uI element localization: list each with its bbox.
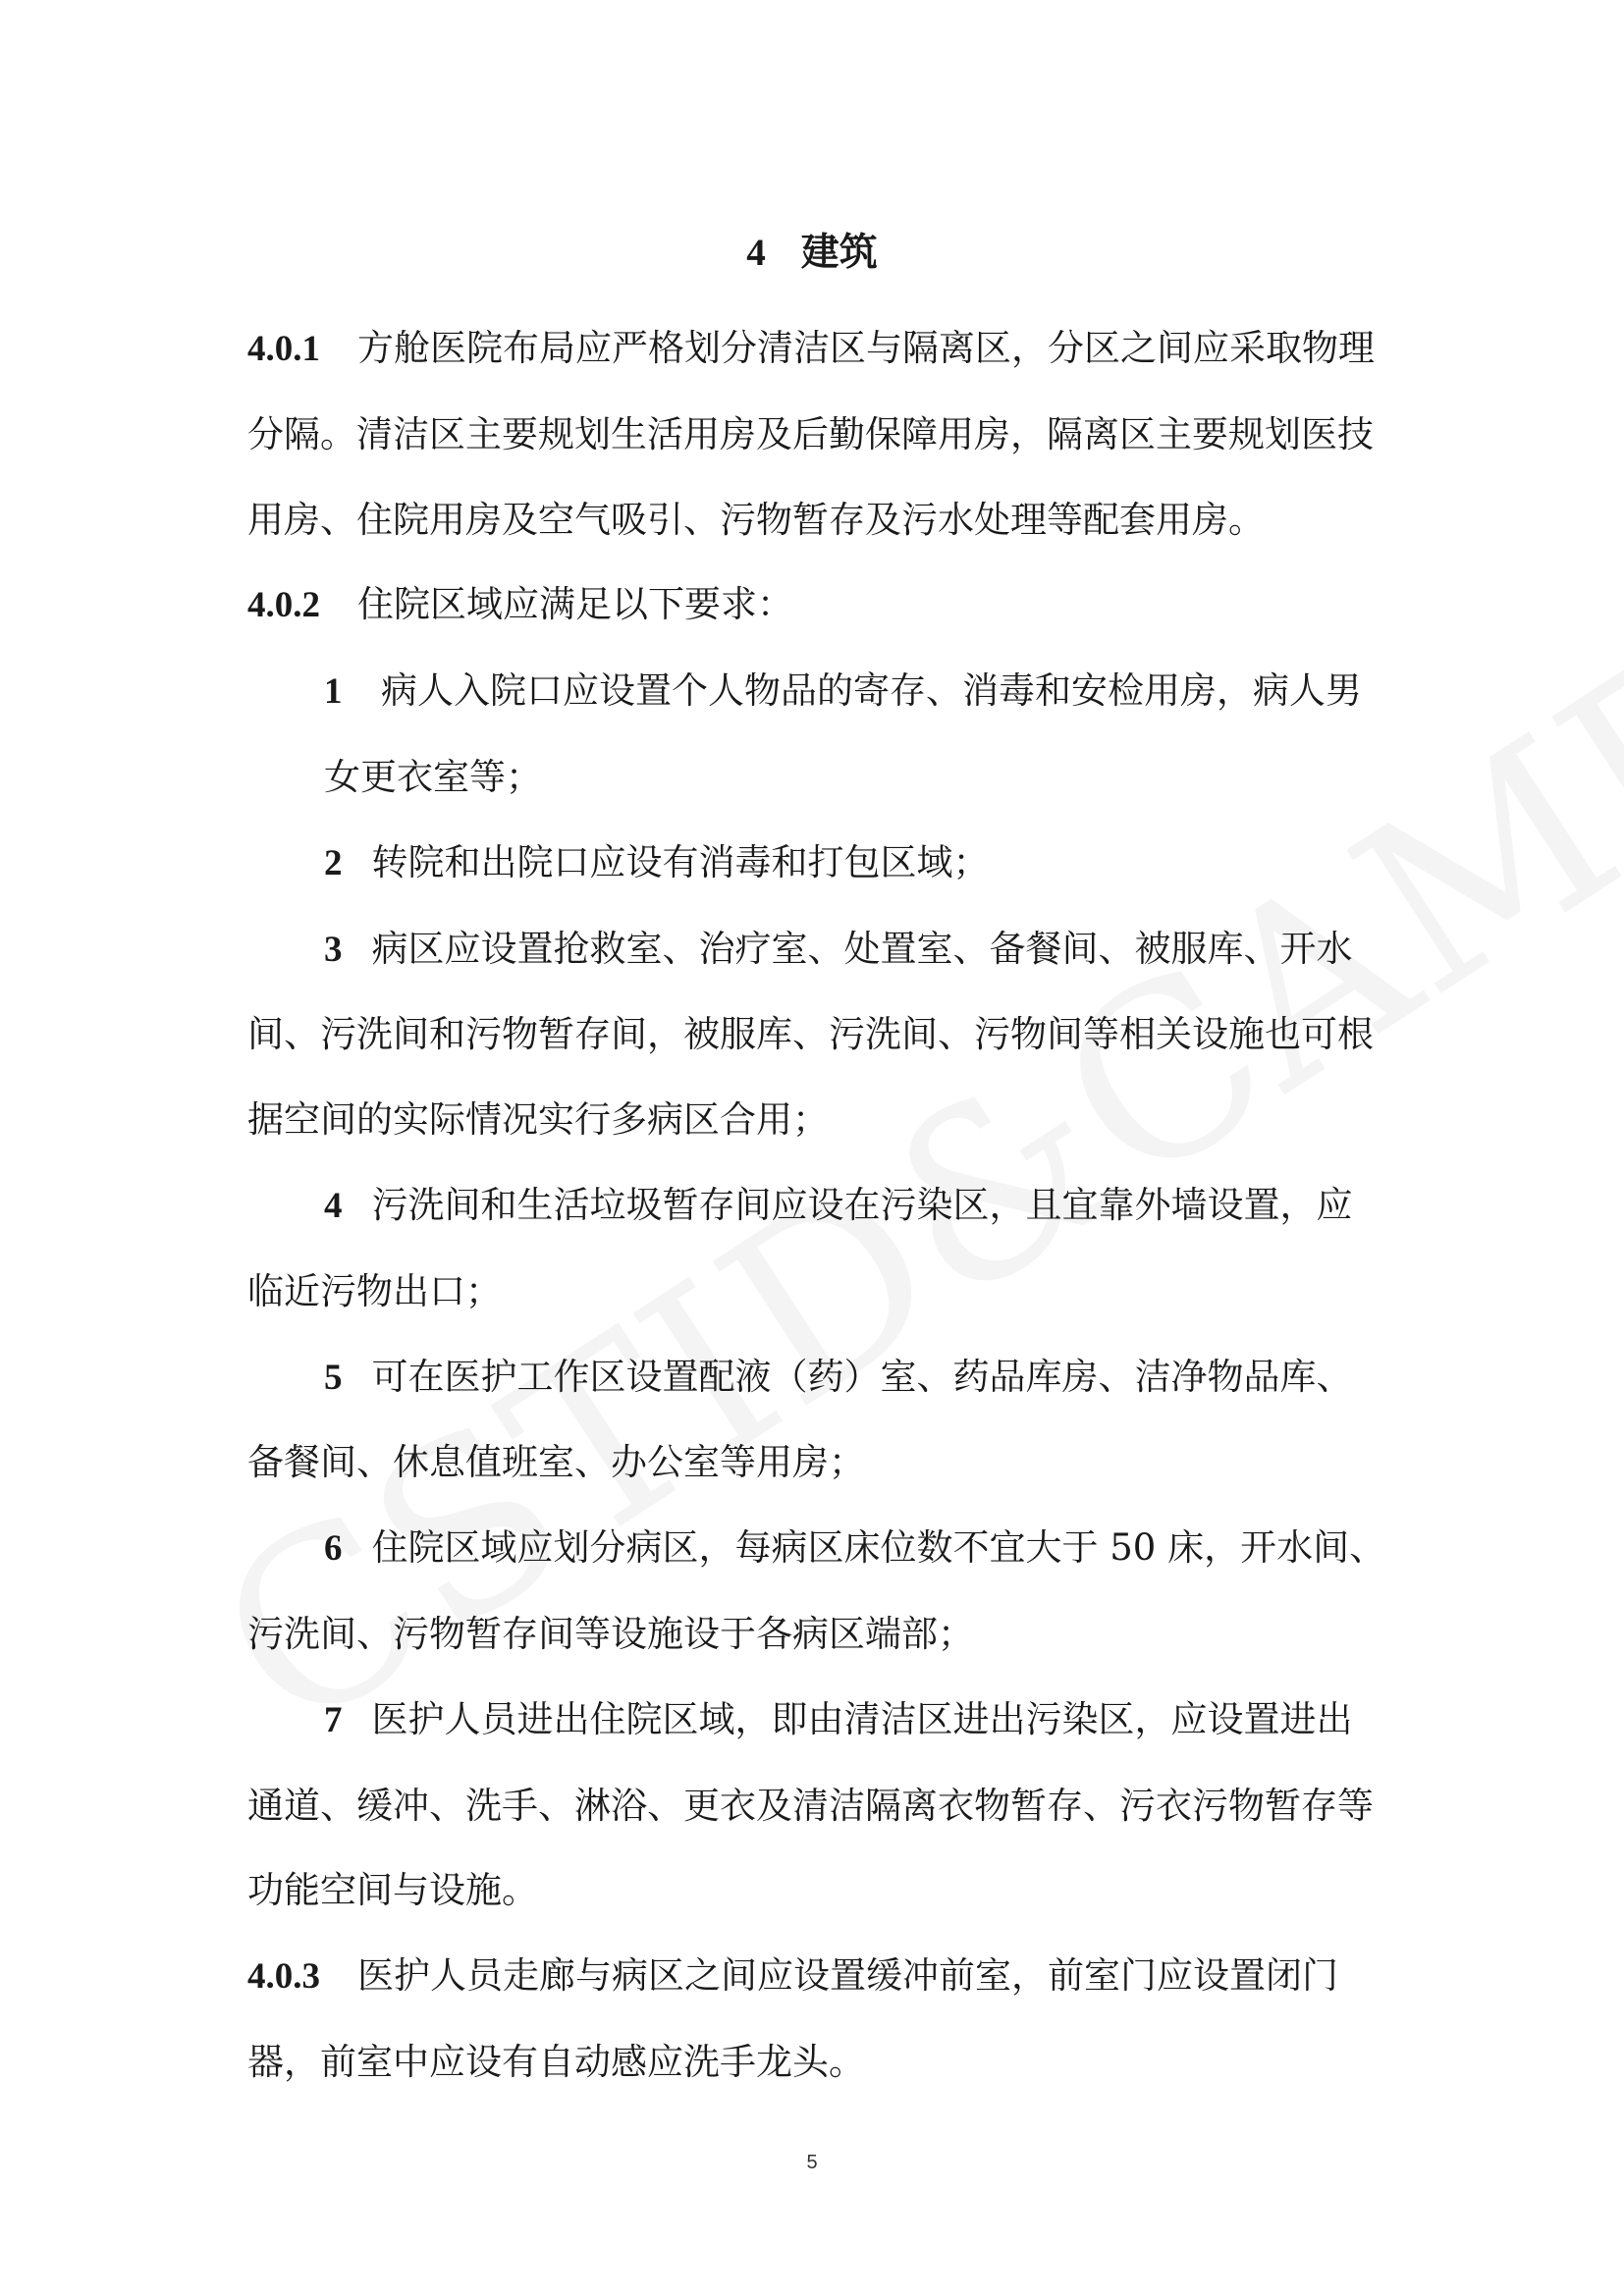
item-number: 5 [324, 1357, 343, 1398]
list-item-1 [247, 649, 1386, 821]
item-number: 1 [324, 671, 343, 713]
document-body [247, 306, 1386, 2106]
item-text: 住院区域应划分病区，每病区床位数不宜大于 50 床，开水间、污洗间、污物暂存间等设施设于各病区端部； [247, 1526, 1386, 1655]
item-text: 污洗间和生活垃圾暂存间应设在污染区，且宜靠外墙设置，应临近污物出口； [247, 1183, 1353, 1312]
item-number: 3 [324, 929, 343, 970]
clause-number: 4.0.3 [247, 1956, 320, 1998]
section-number: 4 [746, 232, 766, 274]
clause-number: 4.0.1 [247, 329, 320, 369]
item-text: 病区应设置抢救室、治疗室、处置室、备餐间、被服库、开水间、污洗间和污物暂存间，被服库、污洗间、污物间等相关设施也可根据空间的实际情况实行多病区合用； [247, 927, 1374, 1142]
list-item-5 [247, 1335, 1386, 1507]
item-number: 2 [324, 842, 343, 883]
page-number: 5 [806, 2152, 818, 2173]
list-item-7 [247, 1678, 1386, 1934]
section-title [0, 218, 1624, 289]
item-text: 病人入院口应设置个人物品的寄存、消毒和安检用房，病人男女更衣室等； [324, 669, 1362, 798]
list-item-2 [247, 821, 1386, 907]
item-text: 可在医护工作区设置配液（药）室、药品库房、洁净物品库、备餐间、休息值班室、办公室等用房； [247, 1355, 1353, 1484]
clause-text: 方舱医院布局应严格划分清洁区与隔离区，分区之间应采取物理分隔。清洁区主要规划生活用房及后勤保障用房，隔离区主要规划医技用房、住院用房及空气吸引、污物暂存及污水处理等配套用房。 [247, 327, 1375, 541]
clause-4-0-2 [247, 562, 1386, 649]
list-item-6 [247, 1506, 1386, 1678]
item-number: 6 [324, 1528, 343, 1570]
clause-text: 住院区域应满足以下要求： [357, 583, 793, 626]
item-text: 医护人员进出住院区域，即由清洁区进出污染区，应设置进出通道、缓冲、洗手、淋浴、更衣及清洁隔离衣物暂存、污衣污物暂存等功能空间与设施。 [247, 1697, 1374, 1912]
list-item-3 [247, 907, 1386, 1163]
clause-text: 医护人员走廊与病区之间应设置缓冲前室，前室门应设置闭门器，前室中应设有自动感应洗手龙头。 [247, 1954, 1338, 2083]
section-title-text: 建筑 [800, 231, 878, 275]
list-item-4 [247, 1163, 1386, 1335]
item-text: 转院和出院口应设有消毒和打包区域； [371, 840, 990, 883]
item-number: 4 [324, 1185, 343, 1226]
item-number: 7 [324, 1699, 343, 1740]
clause-number: 4.0.2 [247, 585, 320, 626]
clause-4-0-1 [247, 306, 1386, 562]
clause-4-0-3 [247, 1934, 1386, 2106]
